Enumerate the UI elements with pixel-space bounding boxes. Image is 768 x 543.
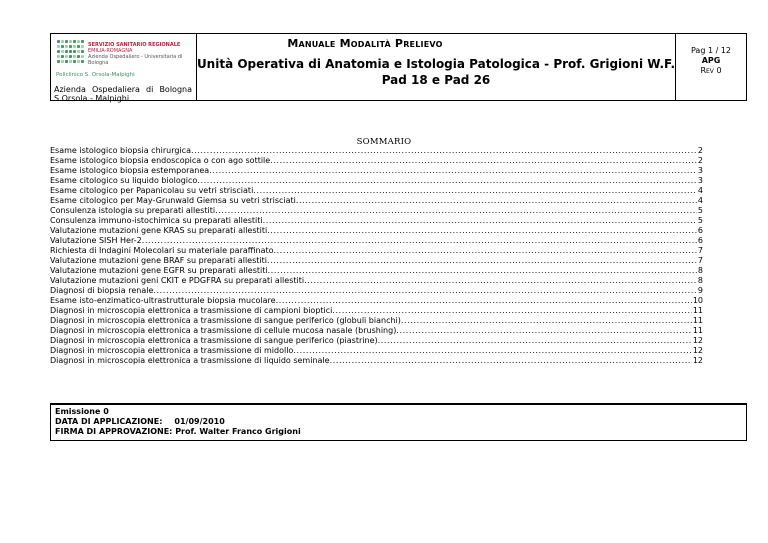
toc-entry[interactable] bbox=[50, 326, 703, 336]
toc-leader bbox=[253, 186, 697, 196]
toc-entry-title: Diagnosi di biopsia renale bbox=[50, 286, 154, 295]
toc-entry[interactable] bbox=[50, 186, 703, 196]
toc-leader bbox=[263, 216, 697, 226]
toc-entry-title: Esame citologico per Papanicolau su vetri strisciati bbox=[50, 186, 254, 195]
toc-entry-title: Valutazione mutazioni gene BRAF su preparati allestiti bbox=[50, 256, 267, 265]
toc-entry-page: 9 bbox=[697, 286, 703, 295]
toc-entry-page: 12 bbox=[692, 346, 703, 355]
approval-row bbox=[55, 427, 742, 437]
toc-entry-page: 8 bbox=[697, 266, 703, 275]
toc-entry[interactable] bbox=[50, 286, 703, 296]
toc-leader bbox=[401, 316, 692, 326]
toc-entry-title: Valutazione mutazioni gene EGFR su preparati allestiti bbox=[50, 266, 268, 275]
toc-entry[interactable] bbox=[50, 226, 703, 236]
toc-leader bbox=[293, 346, 691, 356]
toc-entry-title: Esame istologico biopsia endoscopica o con ago sottile bbox=[50, 156, 271, 165]
toc-entry-page: 6 bbox=[697, 236, 703, 245]
unit-title bbox=[195, 56, 677, 88]
toc-entry-title: Diagnosi in microscopia elettronica a trasmissione di campioni bioptici bbox=[50, 306, 333, 315]
toc-entry[interactable] bbox=[50, 156, 703, 166]
toc-entry-page: 4 bbox=[697, 186, 703, 195]
toc-entry[interactable] bbox=[50, 206, 703, 216]
toc-entry-page: 11 bbox=[692, 326, 703, 335]
toc-leader bbox=[209, 166, 697, 176]
toc-entry[interactable] bbox=[50, 336, 703, 346]
toc-entry-page: 7 bbox=[697, 256, 703, 265]
toc-entry-title: Consulenza immuno-istochimica su preparati allestiti bbox=[50, 216, 263, 225]
logo-line-3: Azienda Ospedaliero - Universitaria di Bologna bbox=[88, 54, 183, 66]
toc-entry-page: 11 bbox=[692, 316, 703, 325]
toc-leader bbox=[270, 156, 697, 166]
toc-entry[interactable] bbox=[50, 176, 703, 186]
toc-leader bbox=[191, 146, 697, 156]
toc-leader bbox=[396, 326, 692, 336]
toc-entry-title: Esame isto-enzimatico-ultrastrutturale biopsia mucolare bbox=[50, 296, 276, 305]
toc-entry-title: Diagnosi in microscopia elettronica a trasmissione di liquido seminale bbox=[50, 356, 330, 365]
summary-title: SOMMARIO bbox=[356, 137, 412, 147]
toc-entry[interactable] bbox=[50, 316, 703, 326]
emission-label: Emissione 0 bbox=[55, 407, 109, 416]
toc-leader bbox=[274, 246, 697, 256]
toc-entry[interactable] bbox=[50, 276, 703, 286]
toc-entry-page: 5 bbox=[697, 206, 703, 215]
toc-entry[interactable] bbox=[50, 146, 703, 156]
toc-entry[interactable] bbox=[50, 356, 703, 366]
toc-leader bbox=[304, 276, 697, 286]
toc-entry[interactable] bbox=[50, 346, 703, 356]
toc-entry[interactable] bbox=[50, 216, 703, 226]
toc-entry[interactable] bbox=[50, 306, 703, 316]
azienda-name-line-2: S.Orsola - Malpighi bbox=[54, 94, 130, 103]
toc-entry-page: 12 bbox=[692, 356, 703, 365]
toc-entry-title: Esame citologico su liquido biologico bbox=[50, 176, 198, 185]
toc-leader bbox=[296, 196, 697, 206]
logo-line-2: EMILIA-ROMAGNA bbox=[88, 48, 133, 54]
toc-entry-title: Esame citologico per May-Grunwald Giemsa su vetri strisciati bbox=[50, 196, 296, 205]
toc-entry-page: 2 bbox=[697, 156, 703, 165]
toc-entry[interactable] bbox=[50, 166, 703, 176]
toc-leader bbox=[153, 286, 697, 296]
toc-entry-page: 4 bbox=[697, 196, 703, 205]
header-page-cell bbox=[676, 34, 746, 100]
unit-title-line-1: Unità Operativa di Anatomia e Istologia Patologica - Prof. Grigioni W.F. bbox=[196, 57, 676, 71]
toc-entry-page: 11 bbox=[692, 306, 703, 315]
toc-entry-page: 2 bbox=[697, 146, 703, 155]
emission-box bbox=[50, 403, 747, 441]
toc-entry[interactable] bbox=[50, 196, 703, 206]
toc-leader bbox=[142, 236, 697, 246]
toc-entry-title: Richiesta di Indagini Molecolari su materiale paraffinato bbox=[50, 246, 274, 255]
application-date-label: DATA DI APPLICAZIONE: bbox=[55, 417, 163, 426]
toc-entry-page: 6 bbox=[697, 226, 703, 235]
toc-entry-page: 12 bbox=[692, 336, 703, 345]
toc-leader bbox=[268, 266, 697, 276]
document-code: APG bbox=[701, 56, 721, 65]
approval-label: FIRMA DI APPROVAZIONE: bbox=[55, 427, 173, 436]
toc-entry-title: Valutazione mutazioni gene KRAS su preparati allestiti bbox=[50, 226, 268, 235]
page-number: Pag 1 / 12 bbox=[690, 46, 732, 55]
toc-entry[interactable] bbox=[50, 236, 703, 246]
toc-entry-title: Diagnosi in microscopia elettronica a trasmissione di midollo bbox=[50, 346, 294, 355]
unit-title-line-2: Pad 18 e Pad 26 bbox=[381, 73, 491, 87]
application-date-value: 01/09/2010 bbox=[174, 417, 225, 426]
toc-entry-page: 5 bbox=[697, 216, 703, 225]
toc-entry-page: 8 bbox=[697, 276, 703, 285]
logo-line-1: SERVIZIO SANITARIO REGIONALE bbox=[88, 42, 181, 48]
table-of-contents bbox=[50, 146, 703, 366]
application-date-row bbox=[55, 417, 742, 427]
toc-leader bbox=[215, 206, 697, 216]
toc-entry-title: Diagnosi in microscopia elettronica a trasmissione di sangue periferico (globuli bianchi) bbox=[50, 316, 401, 325]
toc-leader bbox=[197, 176, 697, 186]
toc-entry[interactable] bbox=[50, 256, 703, 266]
toc-entry-title: Valutazione mutazioni geni CKIT e PDGFRA su preparati allestiti bbox=[50, 276, 305, 285]
toc-leader bbox=[378, 336, 692, 346]
toc-entry[interactable] bbox=[50, 266, 703, 276]
approval-value: Prof. Walter Franco Grigioni bbox=[175, 427, 301, 436]
toc-entry-page: 3 bbox=[697, 166, 703, 175]
toc-entry-page: 7 bbox=[697, 246, 703, 255]
toc-entry-title: Esame istologico biopsia chirurgica bbox=[50, 146, 191, 155]
toc-entry-page: 10 bbox=[692, 296, 703, 305]
logo-subtitle: Policlinico S. Orsola-Malpighi bbox=[56, 72, 135, 78]
toc-entry-title: Valutazione SISH Her-2 bbox=[50, 236, 142, 245]
toc-entry-title: Diagnosi in microscopia elettronica a trasmissione di sangue periferico (piastrine) bbox=[50, 336, 378, 345]
toc-leader bbox=[332, 306, 691, 316]
toc-entry-title: Diagnosi in microscopia elettronica a trasmissione di cellule mucosa nasale (brushing) bbox=[50, 326, 397, 335]
toc-entry[interactable] bbox=[50, 296, 703, 306]
toc-leader bbox=[267, 256, 697, 266]
azienda-name: Azienda Ospedaliera di Bologna bbox=[54, 85, 192, 94]
manual-title: Manuale Modalità Prelievo bbox=[287, 37, 443, 50]
toc-leader bbox=[330, 356, 692, 366]
toc-leader bbox=[276, 296, 692, 306]
revision-label: Rev 0 bbox=[700, 66, 722, 75]
toc-entry-page: 3 bbox=[697, 176, 703, 185]
toc-entry[interactable] bbox=[50, 246, 703, 256]
toc-leader bbox=[267, 226, 697, 236]
toc-entry-title: Esame istologico biopsia estemporanea bbox=[50, 166, 210, 175]
toc-entry-title: Consulenza istologia su preparati allestiti bbox=[50, 206, 216, 215]
